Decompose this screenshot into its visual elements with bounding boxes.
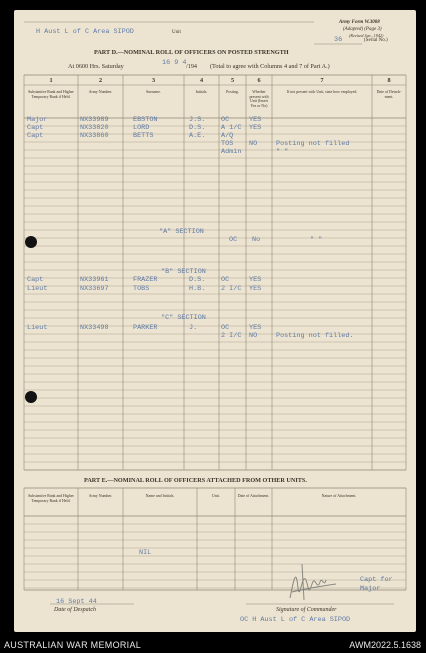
column-number: 2 xyxy=(98,77,103,84)
entry-rank: Lieut xyxy=(27,324,48,332)
section-a-label: "A" SECTION xyxy=(159,228,204,236)
section-b-label: "B" SECTION xyxy=(161,268,206,276)
column-header: Initials. xyxy=(195,90,208,94)
entry-army-number: NX33961 xyxy=(80,276,109,284)
entry-initials: D.S. xyxy=(189,124,206,132)
entry-initials: J.S. xyxy=(189,116,206,124)
entry-present: YES xyxy=(249,324,262,332)
entry-posting: A 1/C xyxy=(221,124,242,132)
archive-footer xyxy=(0,636,426,653)
part-e-column-header: Unit. xyxy=(212,494,220,498)
column-header: If not present with Unit, state how employed. xyxy=(286,90,358,94)
form-title: Army Form W.3008 xyxy=(339,20,380,25)
serial-typed: 36 xyxy=(334,36,343,44)
entry-employed: Posting not filled xyxy=(276,140,350,148)
signature-scrawl xyxy=(282,558,342,608)
column-number: 8 xyxy=(387,77,391,84)
entry-present: YES xyxy=(249,124,262,132)
date-typed: 16 9 4 xyxy=(162,59,187,67)
entry-army-number: NX33989 xyxy=(80,116,109,124)
entry-employed: Posting not filled. xyxy=(276,332,354,340)
date-prefix: At 0600 Hrs. Saturday xyxy=(68,63,124,70)
entry-employed: " " xyxy=(276,148,289,156)
entry-rank: Capt xyxy=(27,124,44,132)
column-number: 6 xyxy=(257,77,261,84)
entry-rank: Capt xyxy=(27,132,44,140)
column-number: 7 xyxy=(320,77,324,84)
entry-army-number: NX33820 xyxy=(80,124,109,132)
entry-initials: D.S. xyxy=(189,276,206,284)
part-d-title: PART D.—NOMINAL ROLL OF OFFICERS ON POSTED STRENGTH xyxy=(94,49,289,56)
column-number: 4 xyxy=(199,77,204,84)
part-e-column-header: Name and Initials. xyxy=(145,494,175,498)
column-header: Date of Detach-ment. xyxy=(376,90,402,99)
entry-posting: OC xyxy=(221,324,230,332)
date-note: (Total to agree with Columns 4 and 7 of Part A.) xyxy=(210,63,330,70)
column-number: 3 xyxy=(151,77,156,84)
entry-posting: OC xyxy=(221,276,230,284)
entry-surname: TOBS xyxy=(133,285,150,293)
commander-typed: OC H Aust L of C Area SIPOD xyxy=(240,616,351,624)
entry-posting: OC xyxy=(229,236,238,244)
column-header: Posting. xyxy=(226,90,239,94)
archive-institution: AUSTRALIAN WAR MEMORIAL xyxy=(4,640,142,650)
entry-present: NO xyxy=(249,332,258,340)
entry-surname: FRAZER xyxy=(133,276,158,284)
entry-present: No xyxy=(252,236,261,244)
column-header: Surname. xyxy=(146,90,161,94)
archive-reference: AWM2022.5.1638 xyxy=(349,640,421,650)
signature-label: Signature of Commander xyxy=(276,607,337,613)
binder-hole-bottom xyxy=(25,391,37,403)
section-c-label: "C" SECTION xyxy=(161,314,206,322)
entry-posting: A/Q xyxy=(221,132,234,140)
entry-posting: 2 I/C xyxy=(221,285,242,293)
entry-present: NO xyxy=(249,140,258,148)
entry-army-number: NX33697 xyxy=(80,285,109,293)
entry-surname: EBSTON xyxy=(133,116,158,124)
entry-surname: BETTS xyxy=(133,132,154,140)
entry-present: YES xyxy=(249,276,262,284)
unit-label: Unit xyxy=(172,30,181,35)
form-adapted: (Adapted) (Page 3) xyxy=(343,27,382,32)
entry-surname: PARKER xyxy=(133,324,158,332)
part-e-title: PART E.—NOMINAL ROLL OF OFFICERS ATTACHED FROM OTHER UNITS. xyxy=(84,477,307,484)
signature-title-typed: Capt for Major xyxy=(360,576,393,593)
entry-posting: Admin xyxy=(221,148,242,156)
entry-rank: Capt xyxy=(27,276,44,284)
entry-posting: OC xyxy=(221,116,230,124)
entry-initials: H.B. xyxy=(189,285,206,293)
entry-rank: Major xyxy=(27,116,48,124)
entry-initials: J. xyxy=(189,324,198,332)
despatch-label: Date of Despatch xyxy=(54,607,96,613)
entry-initials: A.E. xyxy=(189,132,206,140)
unit-typed: H Aust L of C Area SIPOD xyxy=(36,28,134,36)
entry-rank: Lieut xyxy=(27,285,48,293)
serial-label: (Serial No.) xyxy=(364,38,388,43)
part-e-column-header: Date of Attachment. xyxy=(237,494,270,498)
entry-present: YES xyxy=(249,285,262,293)
date-suffix: /194 xyxy=(186,63,198,70)
part-e-column-header: Substantive Rank and Higher Temporary Rank if Held. xyxy=(28,494,74,503)
part-e-column-header: Army Number. xyxy=(88,494,113,498)
document-page xyxy=(14,10,416,632)
column-number: 1 xyxy=(49,77,53,84)
column-header: Whether present with Unit (Insert Yes or No) xyxy=(249,90,269,108)
column-header: Army Number. xyxy=(88,90,113,94)
entry-posting: 2 I/C xyxy=(221,332,242,340)
entry-army-number: NX33498 xyxy=(80,324,109,332)
binder-hole-top xyxy=(25,236,37,248)
form-revised: (Revised Jan., 1942) xyxy=(349,33,384,38)
part-e-column-header: Nature of Attachment. xyxy=(321,494,357,498)
column-header: Substantive Rank and Higher Temporary Rank if Held. xyxy=(28,90,74,99)
entry-surname: LORD xyxy=(133,124,150,132)
entry-army-number: NX33860 xyxy=(80,132,109,140)
entry-posting: TOS xyxy=(221,140,234,148)
column-number: 5 xyxy=(230,77,235,84)
nil-typed: NIL xyxy=(139,549,152,557)
despatch-typed: 16 Sept 44 xyxy=(56,598,97,606)
entry-employed: " " xyxy=(310,236,323,244)
entry-present: YES xyxy=(249,116,262,124)
form-grid xyxy=(14,10,416,632)
